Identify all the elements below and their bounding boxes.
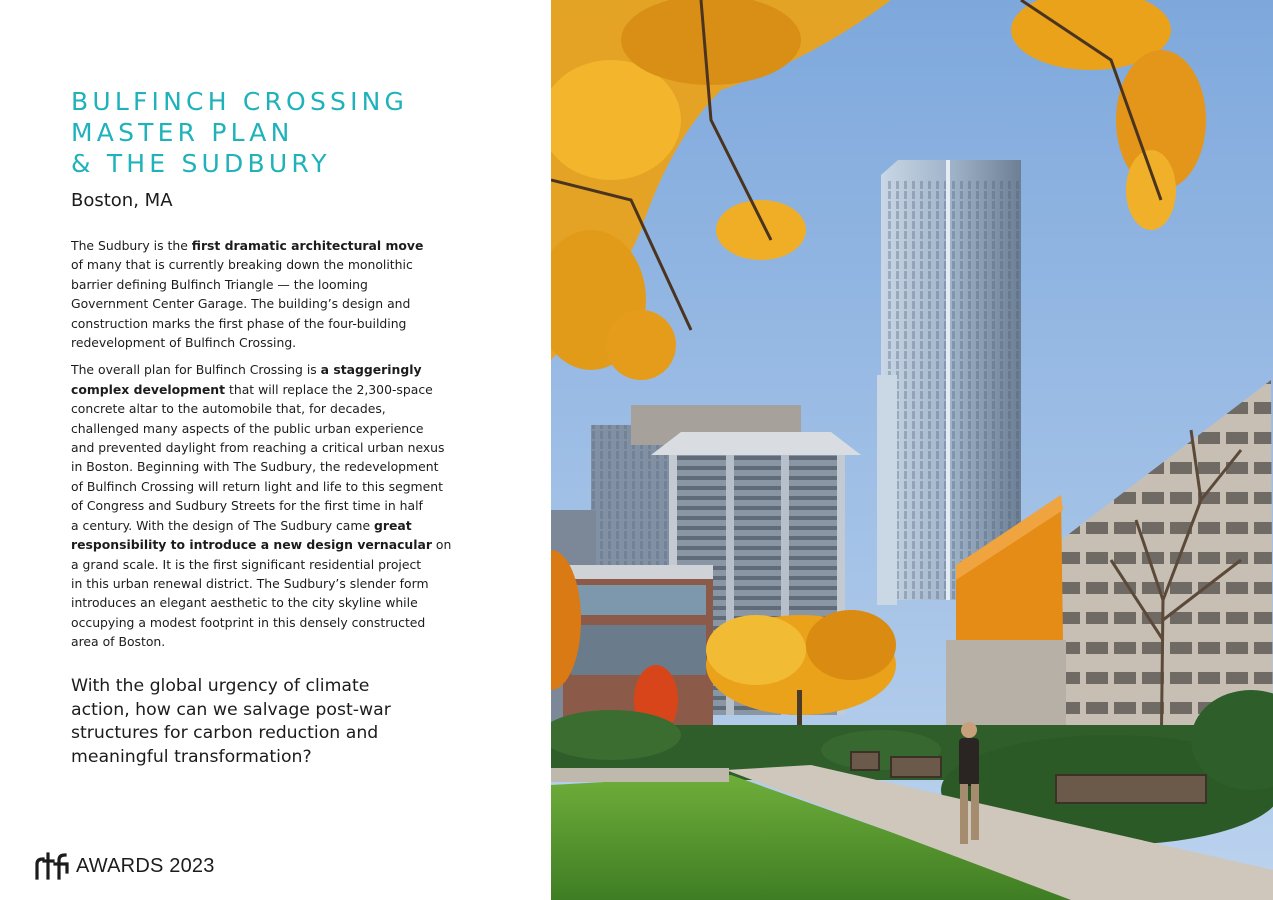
- text-run: on: [431, 537, 452, 553]
- quote-line: meaningful transformation?: [71, 746, 312, 767]
- text-line: area of Boston.: [71, 634, 166, 650]
- text-line: of many that is currently breaking down the monolithic: [71, 257, 413, 273]
- text-line: Government Center Garage. The building’s design and: [71, 296, 411, 312]
- bold-text-run: a staggeringly: [320, 362, 422, 378]
- text-line: barrier defining Bulfinch Triangle — the looming: [71, 276, 368, 292]
- text-line: concrete altar to the automobile that, for decades,: [71, 401, 386, 417]
- description-paragraph-2: [71, 360, 501, 651]
- text-line: a grand scale. It is the first significant residential project: [71, 556, 422, 572]
- awards-footer: [34, 849, 215, 883]
- project-description: [71, 236, 501, 660]
- title-line: BULFINCH CROSSING: [71, 87, 409, 116]
- rtf-logo-icon: [34, 852, 70, 880]
- text-line: redevelopment of Bulfinch Crossing.: [71, 335, 297, 351]
- text-line: construction marks the first phase of the four-building: [71, 315, 407, 331]
- quote-line: With the global urgency of climate: [71, 676, 370, 696]
- project-location: Boston, MA: [71, 190, 173, 211]
- bold-text-run: responsibility to introduce a new design vernacular: [71, 537, 432, 553]
- page-title: [71, 86, 408, 179]
- bold-text-run: complex development: [71, 381, 226, 397]
- description-paragraph-1: [71, 236, 501, 352]
- awards-label: AWARDS 2023: [76, 854, 215, 877]
- building-photo: [551, 0, 1273, 900]
- park-and-tower-illustration: [551, 0, 1273, 900]
- text-line: introduces an elegant aesthetic to the city skyline while: [71, 595, 418, 611]
- title-line: & THE SUDBURY: [71, 149, 331, 178]
- text-line: occupying a modest footprint in this densely constructed: [71, 614, 426, 630]
- text-run: The Sudbury is the: [71, 238, 192, 253]
- text-run: The overall plan for Bulfinch Crossing is: [71, 362, 321, 378]
- pull-quote: [71, 675, 411, 769]
- text-line: of Congress and Sudbury Streets for the first time in half: [71, 498, 423, 514]
- text-line: challenged many aspects of the public urban experience: [71, 420, 424, 436]
- text-line: in Boston. Beginning with The Sudbury, the redevelopment: [71, 459, 439, 475]
- bold-text-run: first dramatic architectural move: [191, 238, 424, 253]
- title-line: MASTER PLAN: [71, 118, 294, 147]
- text-panel: [0, 0, 551, 900]
- text-run: that will replace the 2,300-space: [225, 381, 433, 397]
- curb: [551, 768, 729, 782]
- text-run: a century. With the design of The Sudbury came: [71, 517, 375, 533]
- text-line: and prevented daylight from reaching a critical urban nexus: [71, 440, 445, 456]
- bold-text-run: great: [374, 517, 412, 533]
- quote-line: structures for carbon reduction and: [71, 723, 379, 743]
- text-line: of Bulfinch Crossing will return light and life to this segment: [71, 478, 443, 494]
- text-line: in this urban renewal district. The Sudbury’s slender form: [71, 575, 429, 591]
- quote-line: action, how can we salvage post-war: [71, 699, 391, 720]
